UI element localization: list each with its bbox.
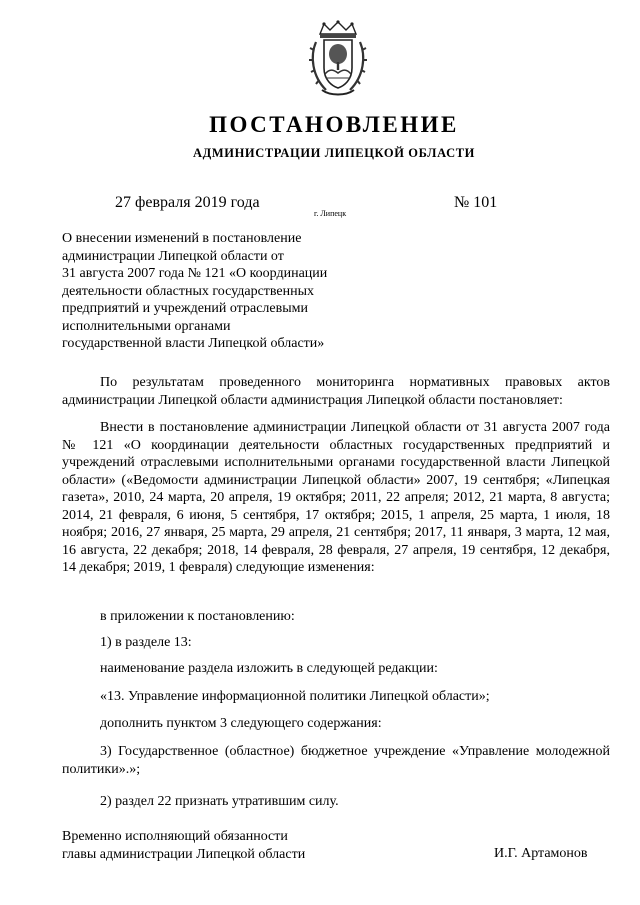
- subject-line: государственной власти Липецкой области»: [62, 336, 325, 351]
- subject-line: предприятий и учреждений отраслевыми: [62, 301, 309, 316]
- subject-line: администрации Липецкой области от: [62, 248, 284, 264]
- subject-line: деятельности областных государственных: [62, 283, 315, 299]
- document-subject: [62, 230, 372, 353]
- paragraph-rename: наименование раздела изложить в следующей редакции:: [100, 661, 438, 676]
- subject-line: О внесении изменений в постановление: [62, 231, 302, 246]
- signer-position: [62, 828, 305, 863]
- preamble-paragraph: По результатам проведенного мониторинга нормативных правовых актов администрации Липецкой области администрация Липецкой области постановляет:: [62, 375, 610, 408]
- signer-position-line: главы администрации Липецкой области: [62, 846, 306, 862]
- signer-name: И.Г. Артамонов: [494, 846, 588, 861]
- paragraph-section-13: 1) в разделе 13:: [100, 635, 192, 650]
- document-date: 27 февраля 2019 года: [115, 194, 260, 211]
- document-city: г. Липецк: [314, 209, 347, 218]
- paragraph-section-22: 2) раздел 22 признать утратившим силу.: [100, 794, 339, 809]
- signer-position-line: Временно исполняющий обязанности: [62, 829, 288, 844]
- document-number: № 101: [454, 194, 498, 211]
- document-title: ПОСТАНОВЛЕНИЕ: [209, 112, 459, 137]
- document-subtitle: АДМИНИСТРАЦИИ ЛИПЕЦКОЙ ОБЛАСТИ: [193, 146, 475, 160]
- paragraph-item-3: 3) Государственное (областное) бюджетное учреждение «Управление молодежной политики».»;: [62, 744, 610, 777]
- paragraph-add-item: дополнить пунктом 3 следующего содержания:: [100, 716, 382, 731]
- paragraph-new-name: «13. Управление информационной политики Липецкой области»;: [100, 689, 490, 704]
- subject-line: исполнительными органами: [62, 318, 231, 334]
- paragraph-appendix: в приложении к постановлению:: [100, 609, 295, 624]
- subject-line: 31 августа 2007 года № 121 «О координации: [62, 266, 328, 281]
- lipetsk-coat-of-arms-icon: [308, 20, 368, 98]
- main-paragraph: Внести в постановление администрации Липецкой области от 31 августа 2007 года № 121 «О координации деятельности областных государственных предприятий и учреждений отраслевыми исполнительными органами государственной власти Липецкой области» («Ведомости администрации Липецкой области» 2007, 19 сентября; «Липецкая газета», 2010, 24 марта, 20 апреля, 19 октября; 2011, 22 апреля; 2012, 21 марта, 8 августа; 2014, 21 февраля, 6 июня, 5 сентября, 17 октября; 2015, 1 апреля, 25 марта, 1 июля, 18 ноября; 2016, 27 января, 25 марта, 29 апреля, 21 сентября; 2017, 11 января, 3 марта, 12 мая, 16 августа, 22 декабря; 2018, 14 февраля, 28 февраля, 27 апреля, 19 сентября, 12 декабря, 14 декабря; 2019, 1 февраля) следующие изменения:: [62, 420, 610, 575]
